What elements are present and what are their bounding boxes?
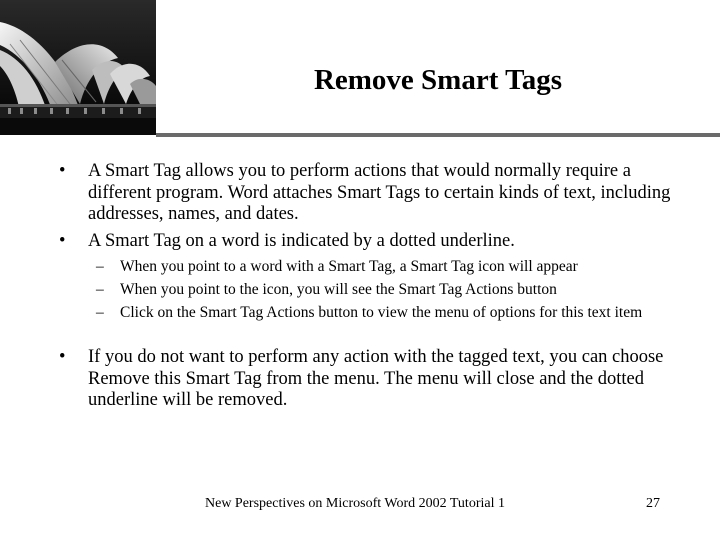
page-number: 27 bbox=[646, 496, 660, 511]
dash-marker: – bbox=[96, 304, 104, 321]
bullet-text: A Smart Tag allows you to perform actions that would normally require a different program. Word attaches Smart Tags to certain kinds of text, including addresses, names, and dates. bbox=[88, 161, 671, 224]
bullet-item bbox=[59, 231, 678, 253]
dash-marker: – bbox=[96, 258, 104, 275]
sub-bullet-item bbox=[96, 279, 680, 301]
sub-bullet-text: When you point to a word with a Smart Tag, a Smart Tag icon will appear bbox=[120, 258, 578, 275]
bullet-marker: • bbox=[59, 347, 66, 367]
bullet-item bbox=[59, 347, 678, 412]
footer-text: New Perspectives on Microsoft Word 2002 Tutorial 1 bbox=[205, 496, 505, 511]
bullet-marker: • bbox=[59, 161, 66, 181]
sub-bullet-item bbox=[96, 302, 680, 324]
bullet-text: If you do not want to perform any action with the tagged text, you can choose Remove this Smart Tag from the menu. The menu will close and the dotted underline will be removed. bbox=[88, 347, 664, 410]
bullet-item bbox=[59, 161, 678, 226]
sub-bullet-text: When you point to the icon, you will see the Smart Tag Actions button bbox=[120, 281, 557, 298]
sub-bullet-item bbox=[96, 256, 680, 278]
bullet-text: A Smart Tag on a word is indicated by a dotted underline. bbox=[88, 231, 515, 251]
dash-marker: – bbox=[96, 281, 104, 298]
sub-bullet-text: Click on the Smart Tag Actions button to view the menu of options for this text item bbox=[120, 304, 643, 321]
bullet-marker: • bbox=[59, 231, 66, 251]
slide-title: Remove Smart Tags bbox=[313, 64, 563, 96]
